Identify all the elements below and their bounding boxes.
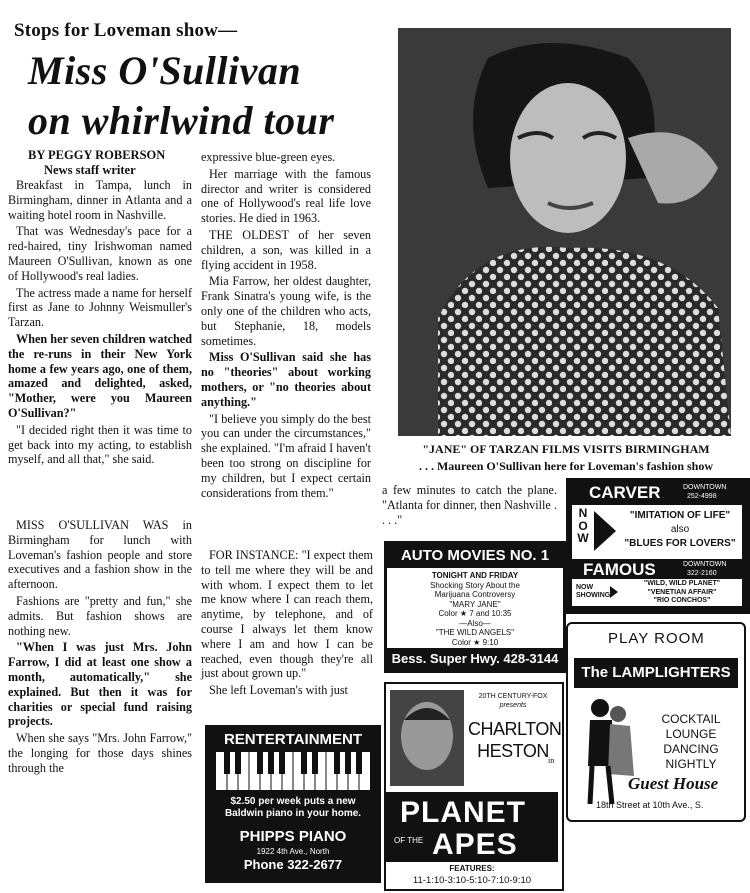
paragraph: She left Loveman's with just	[209, 683, 348, 698]
byline-title: News staff writer	[44, 163, 136, 177]
famous-film: "VENETIAN AFFAIR"	[647, 588, 717, 596]
play-room-details	[642, 712, 740, 772]
planet-of-the-apes-ad	[384, 682, 564, 891]
program-line: TONIGHT AND FRIDAY	[431, 571, 519, 580]
program-line: Marijuana Controversy	[434, 590, 516, 599]
paragraph: MISS O'SULLIVAN WAS in Birmingham for lunch with Loveman's fashion people and store executives and a fashion show in the afternoon.	[8, 518, 192, 592]
now-label: NOW	[577, 506, 589, 545]
play-room-address: 18th Street at 10th Ave., S.	[596, 800, 704, 810]
famous-film: "RIO CONCHOS"	[653, 597, 711, 604]
rental-offer	[208, 796, 378, 820]
film-also: also	[670, 524, 690, 535]
lamplighters-band: The LAMPLIGHTERS	[574, 658, 738, 688]
paragraph: a few minutes to catch the plane. "Atlanta for dinner, then Nashville . . . ."	[382, 483, 557, 527]
famous-film-list	[624, 580, 740, 606]
features-label: FEATURES:	[449, 864, 495, 873]
auto-movies-footer: Bess. Super Hwy. 428-3144	[387, 648, 563, 670]
headline-line-1: Miss O'Sullivan	[28, 48, 302, 93]
auto-movies-ad	[384, 541, 566, 673]
piano-keys-icon	[216, 752, 370, 790]
paragraph: Fashions are "pretty and fun," she admits. But fashion shows are nothing new.	[8, 593, 192, 638]
auto-movies-title: AUTO MOVIES NO. 1	[387, 544, 563, 568]
detail-line: COCKTAIL	[661, 712, 721, 726]
article-column-2-continued	[201, 548, 373, 700]
article-column-1	[8, 178, 192, 469]
phipps-phone: Phone 322-2677	[243, 857, 343, 872]
play-room-title: PLAY ROOM	[608, 630, 705, 647]
famous-film: "WILD, WILD PLANET"	[643, 580, 721, 587]
studio-name: 20TH CENTURY-FOX	[478, 693, 548, 700]
caption-line-1: "JANE" OF TARZAN FILMS VISITS BIRMINGHAM	[422, 442, 710, 456]
photo-caption	[398, 441, 734, 475]
play-arrow-icon	[594, 511, 616, 551]
headline	[28, 46, 388, 146]
paragraph: "I believe you simply do the best you can under the circumstances," she explained. "I'm afraid I haven't been too strong on discipline for my children, but I expect certain considerations from them."	[201, 411, 371, 500]
caption-line-2: . . . Maureen O'Sullivan here for Loveman's fashion show	[418, 459, 714, 473]
famous-name: FAMOUS	[583, 560, 656, 579]
paragraph: When she says "Mrs. John Farrow," the longing for those days shines through the	[8, 731, 192, 775]
phipps-address: 1922 4th Ave., North	[256, 847, 330, 856]
carver-name: CARVER	[589, 483, 661, 502]
famous-location: DOWNTOWN	[683, 561, 727, 568]
program-line: Color ★ 9:10	[451, 637, 499, 647]
paragraph: Her marriage with the famous director and writer is considered one of Hollywood's real life love stories. He died in 1963.	[201, 166, 371, 226]
article-column-1-continued	[8, 518, 192, 778]
byline-author: BY PEGGY ROBERSON	[28, 148, 166, 162]
carver-feature-box	[572, 505, 742, 559]
feature-times: 11-1:10-3:10-5:10-7:10-9:10	[412, 875, 532, 886]
offer-line: $2.50 per week puts a new	[230, 796, 356, 807]
program-line: "THE WILD ANGELS"	[435, 628, 515, 637]
play-room-ad	[566, 622, 746, 822]
star-first-name: CHARLTON	[468, 719, 562, 739]
carver-location: DOWNTOWN	[683, 484, 727, 491]
paragraph: That was Wednesday's pace for a red-haired, tiny Irishwoman named Maureen O'Sullivan, known as one of Hollywood's real ladies.	[8, 224, 192, 283]
rentertainment-title: RENTERTAINMENT	[223, 731, 363, 748]
arrow-icon	[610, 586, 618, 598]
in-label: in	[548, 756, 555, 765]
offer-line: Baldwin piano in your home.	[224, 808, 362, 819]
now-showing-label: NOW SHOWING	[576, 584, 611, 599]
detail-line: DANCING	[663, 742, 719, 756]
program-line: Color ★ 7 and 10:35	[438, 609, 512, 618]
film-title-block	[386, 792, 558, 862]
paragraph: "When I was just Mrs. John Farrow, I did at least one show a month, automatically," she explained. But then it was for charities or special fund raising projects.	[8, 640, 192, 729]
portrait-photo	[398, 28, 731, 436]
star-name	[468, 718, 562, 762]
studio-credit	[468, 692, 558, 710]
portrait-illustration	[398, 28, 731, 436]
paragraph: THE OLDEST of her seven children, a son, was killed in a flying accident in 1958.	[201, 227, 371, 272]
film-title-of: OF THE	[394, 836, 424, 845]
phipps-piano-ad	[205, 725, 381, 883]
famous-showing-box	[572, 579, 742, 606]
carver-phone: 252-4998	[687, 493, 717, 500]
paragraph: Breakfast in Tampa, lunch in Birmingham, dinner in Atlanta and a waiting hotel room in Nashville.	[8, 178, 192, 222]
paragraph: Mia Farrow, her oldest daughter, Frank Sinatra's young wife, is the only one of the children who acts, but Stephanie, 18, models sometimes.	[201, 274, 371, 348]
article-column-3	[382, 483, 557, 529]
detail-line: LOUNGE	[665, 727, 717, 741]
kicker: Stops for Loveman show—	[14, 20, 238, 41]
heston-portrait-icon	[390, 690, 464, 786]
film-2: "BLUES FOR LOVERS"	[624, 538, 736, 549]
paragraph: The actress made a name for herself first as Jane to Johnny Weismuller's Tarzan.	[8, 285, 192, 330]
film-title-1: PLANET	[400, 796, 526, 829]
film-1: "IMITATION OF LIFE"	[629, 510, 731, 521]
program-line: "MARY JANE"	[449, 599, 501, 609]
guest-house-logo: Guest House	[628, 774, 719, 793]
paragraph: expressive blue-green eyes.	[201, 150, 336, 164]
auto-movies-program	[391, 571, 559, 647]
paragraph: FOR INSTANCE: "I expect them to tell me where they will be and with whom. I expect them to let me know where I can reach them, anytime, by telephone, and of course I always let them know where I am and how I can be reached, even though they're all just about grown up."	[201, 548, 373, 681]
paragraph: "I decided right then it was time to get back into my acting, to establish myself, and all that," she said.	[8, 422, 192, 467]
presents-label: presents	[499, 702, 527, 709]
star-last-name: HESTON	[477, 741, 549, 761]
headline-line-2: on whirlwind tour	[28, 98, 335, 143]
article-column-2	[201, 150, 371, 502]
phipps-piano-name: PHIPPS PIANO	[239, 828, 347, 845]
byline	[28, 148, 165, 178]
carver-theater-ad	[566, 478, 750, 614]
feature-films	[620, 509, 740, 551]
film-title-2: APES	[432, 828, 518, 861]
paragraph: Miss O'Sullivan said she has no "theories" about working mothers, or "no theories about anything."	[201, 350, 371, 409]
program-line: Shocking Story About the	[430, 580, 520, 590]
famous-phone: 322-2160	[687, 570, 717, 577]
program-line: —Also—	[459, 618, 491, 628]
paragraph: When her seven children watched the re-runs in their New York home a few years ago, one of them, amazed and delighted, asked, "Mother, were you Maureen O'Sullivan?"	[8, 331, 192, 420]
detail-line: NIGHTLY	[665, 757, 717, 771]
